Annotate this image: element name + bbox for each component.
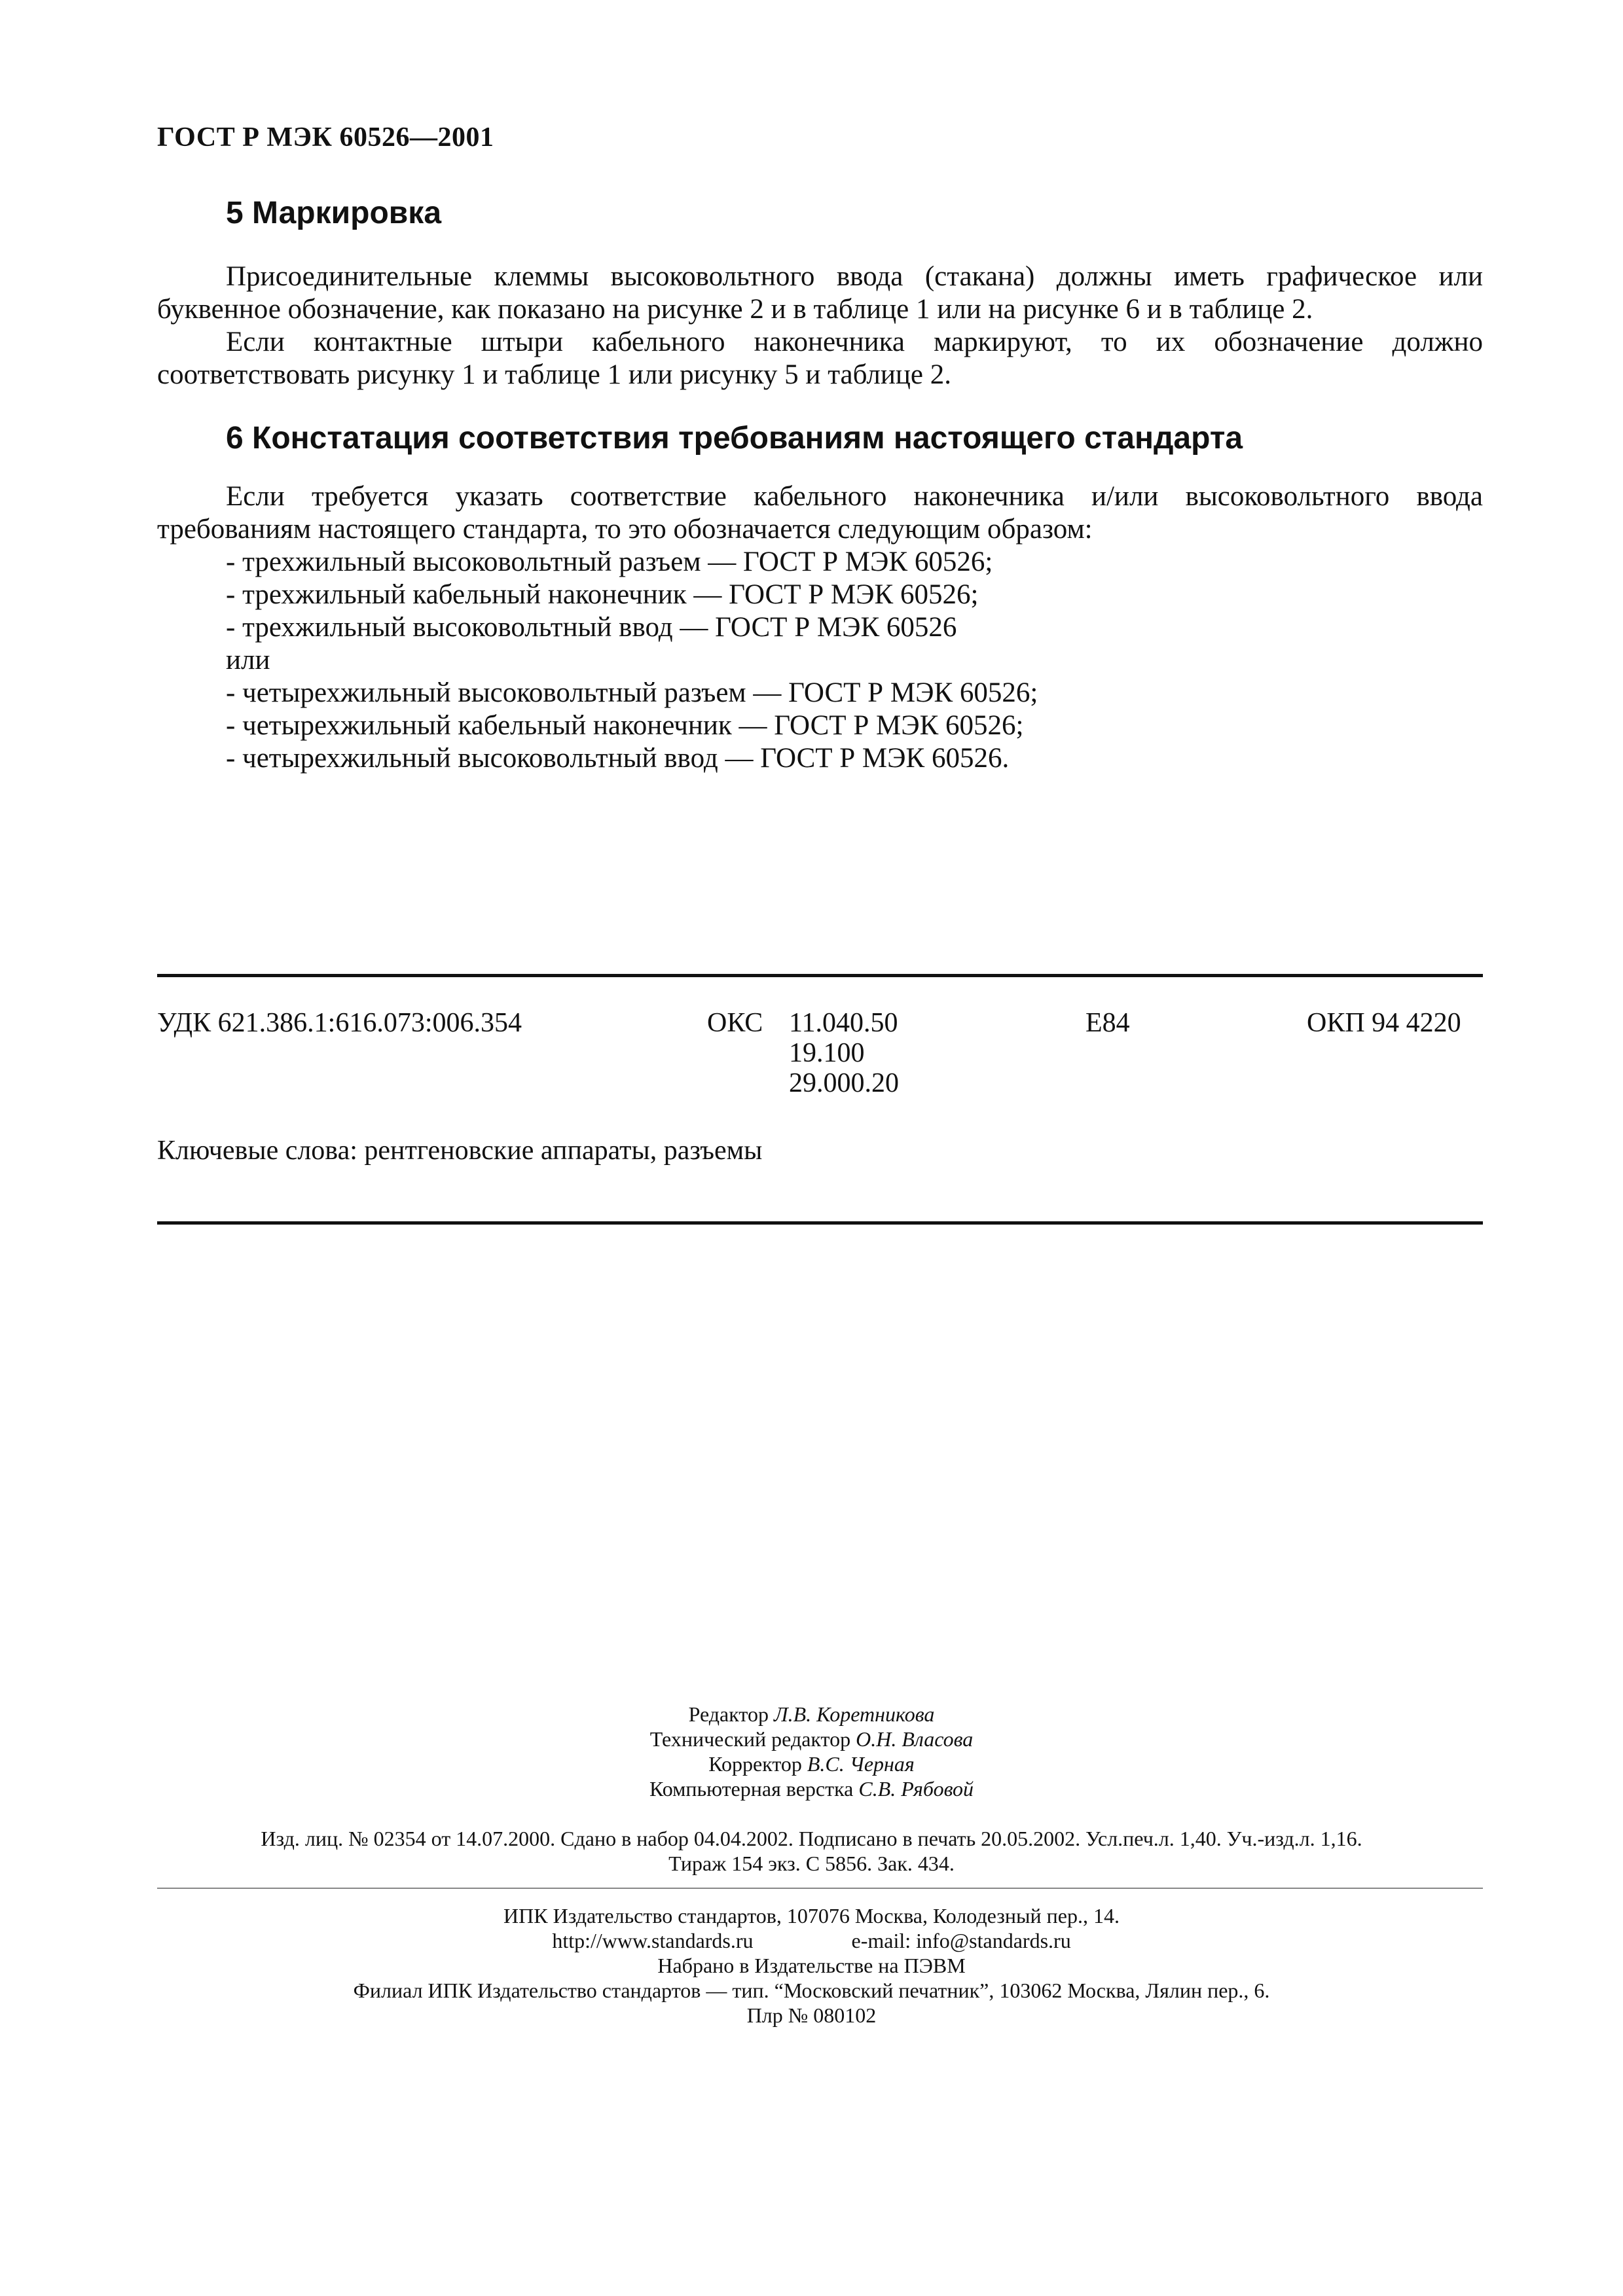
branch-address: Филиал ИПК Издательство стандартов — тип. “Московский печатник”, 103062 Москва, Лялин пер., 6. bbox=[353, 1979, 1270, 2002]
list-item: - трехжильный кабельный наконечник — ГОСТ Р МЭК 60526; bbox=[226, 579, 979, 610]
imprint-divider bbox=[157, 1888, 1483, 1889]
section-6-intro: Если требуется указать соответствие кабельного наконечника и/или высоковольтного ввода требованиям настоящего стандарта, то это обозначается следующим образом: bbox=[157, 481, 1483, 545]
udk-code: УДК 621.386.1:616.073:006.354 bbox=[157, 1008, 522, 1038]
section-5-paragraph-1: Присоединительные клеммы высоковольтного ввода (стакана) должны иметь графическое или буквенное обозначение, как показано на рисунке 2 и в таблице 1 или на рисунке 6 и в таблице 2. bbox=[157, 261, 1483, 325]
print-details-line-2: Тираж 154 экз. С 5856. Зак. 434. bbox=[668, 1852, 955, 1875]
list-item: - четырехжильный высоковольтный разъем — ГОСТ Р МЭК 60526; bbox=[226, 677, 1038, 708]
list-item: или bbox=[226, 645, 270, 675]
oks-codes bbox=[789, 1008, 899, 1098]
e-code: Е84 bbox=[1085, 1008, 1130, 1038]
typeset-note: Набрано в Издательстве на ПЭВМ bbox=[657, 1954, 966, 1977]
oks-label: ОКС bbox=[707, 1008, 763, 1038]
credit-corrector: Корректор В.С. Черная bbox=[708, 1752, 915, 1776]
oks-code: 11.040.50 bbox=[789, 1008, 898, 1038]
section-5-body bbox=[157, 260, 1483, 391]
conformity-list bbox=[226, 546, 1038, 775]
document-code: ГОСТ Р МЭК 60526—2001 bbox=[157, 122, 494, 152]
section-5-paragraph-2: Если контактные штыри кабельного наконечника маркируют, то их обозначение должно соответствовать рисунку 1 и таблице 1 или рисунку 5 и таблице 2. bbox=[157, 327, 1483, 390]
print-details-line-1: Изд. лиц. № 02354 от 14.07.2000. Сдано в набор 04.04.2002. Подписано в печать 20.05.2002. Усл.печ.л. 1,40. Уч.-изд.л. 1,16. bbox=[261, 1827, 1362, 1850]
okp-code: ОКП 94 4220 bbox=[1307, 1008, 1461, 1038]
top-rule bbox=[157, 974, 1483, 977]
keywords: Ключевые слова: рентгеновские аппараты, разъемы bbox=[157, 1136, 763, 1166]
list-item: - трехжильный высоковольтный разъем — ГОСТ Р МЭК 60526; bbox=[226, 547, 993, 577]
publisher-contacts bbox=[0, 1928, 1623, 1953]
list-item: - четырехжильный кабельный наконечник — ГОСТ Р МЭК 60526; bbox=[226, 710, 1024, 741]
oks-code: 29.000.20 bbox=[789, 1068, 899, 1098]
list-item: - трехжильный высоковольтный ввод — ГОСТ Р МЭК 60526 bbox=[226, 612, 957, 643]
publisher-block bbox=[0, 1903, 1623, 2028]
print-details bbox=[0, 1826, 1623, 1876]
publisher-address: ИПК Издательство стандартов, 107076 Москва, Колодезный пер., 14. bbox=[503, 1904, 1120, 1928]
oks-code: 19.100 bbox=[789, 1038, 865, 1068]
credit-layout: Компьютерная верстка С.В. Рябовой bbox=[649, 1777, 974, 1801]
plr-number: Плр № 080102 bbox=[746, 2003, 877, 2027]
bottom-rule bbox=[157, 1221, 1483, 1225]
section-6-heading: 6 Констатация соответствия требованиям настоящего стандарта bbox=[226, 421, 1243, 456]
credit-editor: Редактор Л.В. Коретникова bbox=[688, 1702, 935, 1726]
list-item: - четырехжильный высоковольтный ввод — ГОСТ Р МЭК 60526. bbox=[226, 743, 1010, 774]
publisher-email: e-mail: info@standards.ru bbox=[851, 1929, 1071, 1952]
credit-tech-editor: Технический редактор О.Н. Власова bbox=[649, 1727, 974, 1751]
section-5-heading: 5 Маркировка bbox=[226, 196, 442, 230]
credits-block bbox=[0, 1702, 1623, 1801]
publisher-url: http://www.standards.ru bbox=[552, 1929, 754, 1952]
